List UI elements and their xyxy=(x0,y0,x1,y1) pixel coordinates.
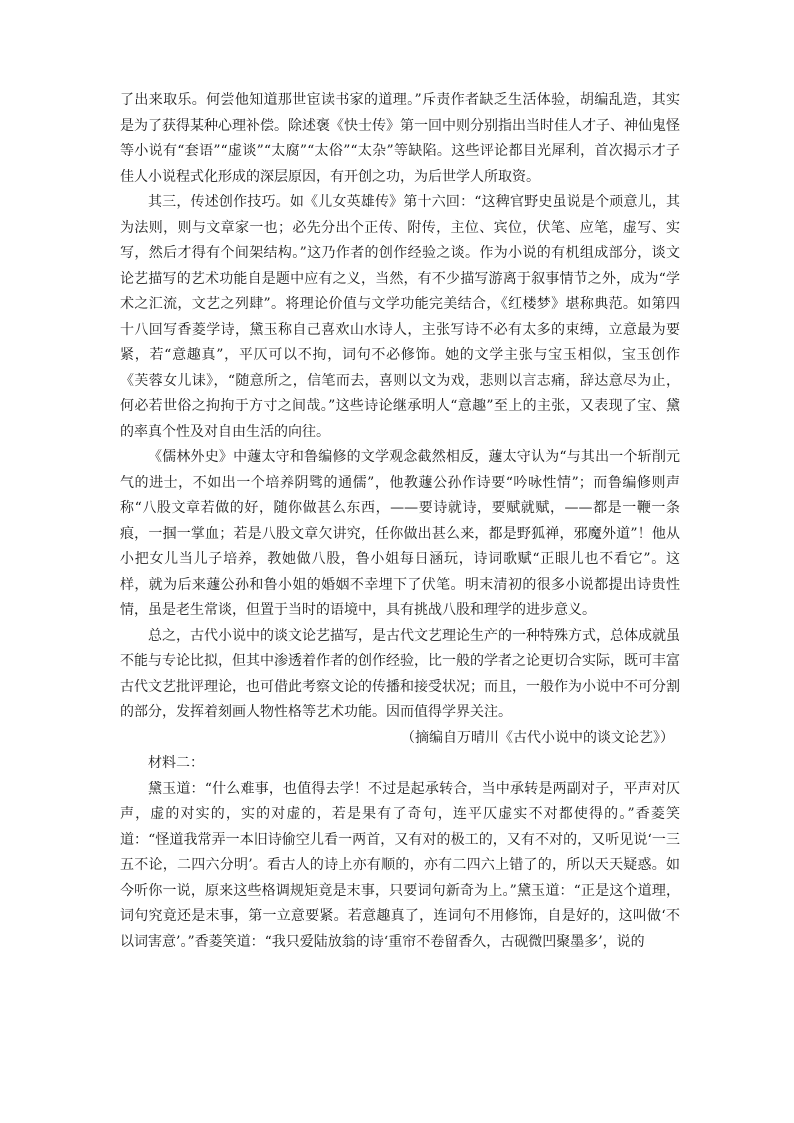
paragraph-rulin-waishi: 《儒林外史》中蘧太守和鲁编修的文学观念截然相反，蘧太守认为“与其出一个斩削元气的进士，不如出一个培养阴骘的通儒”，他教蘧公孙作诗要“吟咏性情”；而鲁编修则声称“八股文章若做的好，随你做甚么东西，——要诗就诗，要赋就赋，——都是一鞭一条痕，一掴一掌血；若是八股文章欠讲究，任你做出甚么来，都是野狐禅，邪魔外道”！他从小把女儿当儿子培养，教她做八股，鲁小姐每日涵玩，诗词歌赋“正眼儿也不看它”。这样，就为后来蘧公孙和鲁小姐的婚姻不幸埋下了伏笔。明末清初的很多小说都提出诗贵性情，虽是老生常谈，但置于当时的语境中，具有挑战八股和理学的进步意义。 xyxy=(120,449,680,618)
source-citation: （摘编自万晴川《古代小说中的谈文论艺》） xyxy=(401,729,674,746)
paragraph-conclusion: 总之，古代小说中的谈文论艺描写，是古代文艺理论生产的一种特殊方式，总体成就虽不能与专论比拟，但其中渗透着作者的创作经验，比一般的学者之论更切合实际，既可丰富古代文艺批评理论，也可借此考察文论的传播和接受状况；而且，一般作为小说中不可分割的部分，发挥着刻画人物性格等艺术功能。因而值得学界关注。 xyxy=(120,627,680,720)
document-page xyxy=(120,88,680,955)
paragraph-dialogue: 黛玉道：“什么难事，也值得去学！不过是起承转合，当中承转是两副对子，平声对仄声，虚的对实的，实的对虚的，若是果有了奇句，连平仄虚实不对都使得的。”香菱笑道：“怪道我常弄一本旧诗偷空儿看一两首，又有对的极工的，又有不对的，又听见说‘一三五不论，二四六分明’。看古人的诗上亦有顺的，亦有二四六上错了的，所以天天疑惑。如今听你一说，原来这些格调规矩竟是末事，只要词句新奇为上。”黛玉道：“正是这个道理，词句究竟还是末事，第一立意要紧。若意趣真了，连词句不用修饰，自是好的，这叫做‘不以词害意’。”香菱笑道：“我只爱陆放翁的诗‘重帘不卷留香久，古砚微凹聚墨多’，说的 xyxy=(120,780,680,950)
material-two-label: 材料二： xyxy=(148,755,204,771)
paragraph-continuation: 了出来取乐。何尝他知道那世宦读书家的道理。”斥责作者缺乏生活体验，胡编乱造，其实是为了获得某种心理补偿。除述褒《快士传》第一回中则分别指出当时佳人才子、神仙鬼怪等小说有“套语”“虚谈”“太腐”“太俗”“太杂”等缺陷。这些评论都目光犀利，首次揭示才子佳人小说程式化形成的深层原因，有开创之功，为后世学人所取资。 xyxy=(120,92,680,185)
paragraph-creative-techniques: 其三，传述创作技巧。如《儿女英雄传》第十六回：“这稗官野史虽说是个顽意儿，其为法则，则与文章家一也；必先分出个正传、附传，主位、宾位，伏笔、应笔，虚写、实写，然后才得有个间架结构。”这乃作者的创作经验之谈。作为小说的有机组成部分，谈文论艺描写的艺术功能自是题中应有之义，当然，有不少描写游离于叙事情节之外，成为“学术之汇流，文艺之列肆”。将理论价值与文学功能完美结合，《红楼梦》堪称典范。如第四十八回写香菱学诗，黛玉称自己喜欢山水诗人，主张写诗不必有太多的束缚，立意最为要紧，若“意趣真”，平仄可以不拘，词句不必修饰。她的文学主张与宝玉相似，宝玉创作《芙蓉女儿诔》，“随意所之，信笔而去，喜则以文为戏，悲则以言志痛，辞达意尽为止，何必若世俗之拘拘于方寸之间哉。”这些诗论继承明人“意趣”至上的主张，又表现了宝、黛的率真个性及对自由生活的向往。 xyxy=(120,194,680,440)
